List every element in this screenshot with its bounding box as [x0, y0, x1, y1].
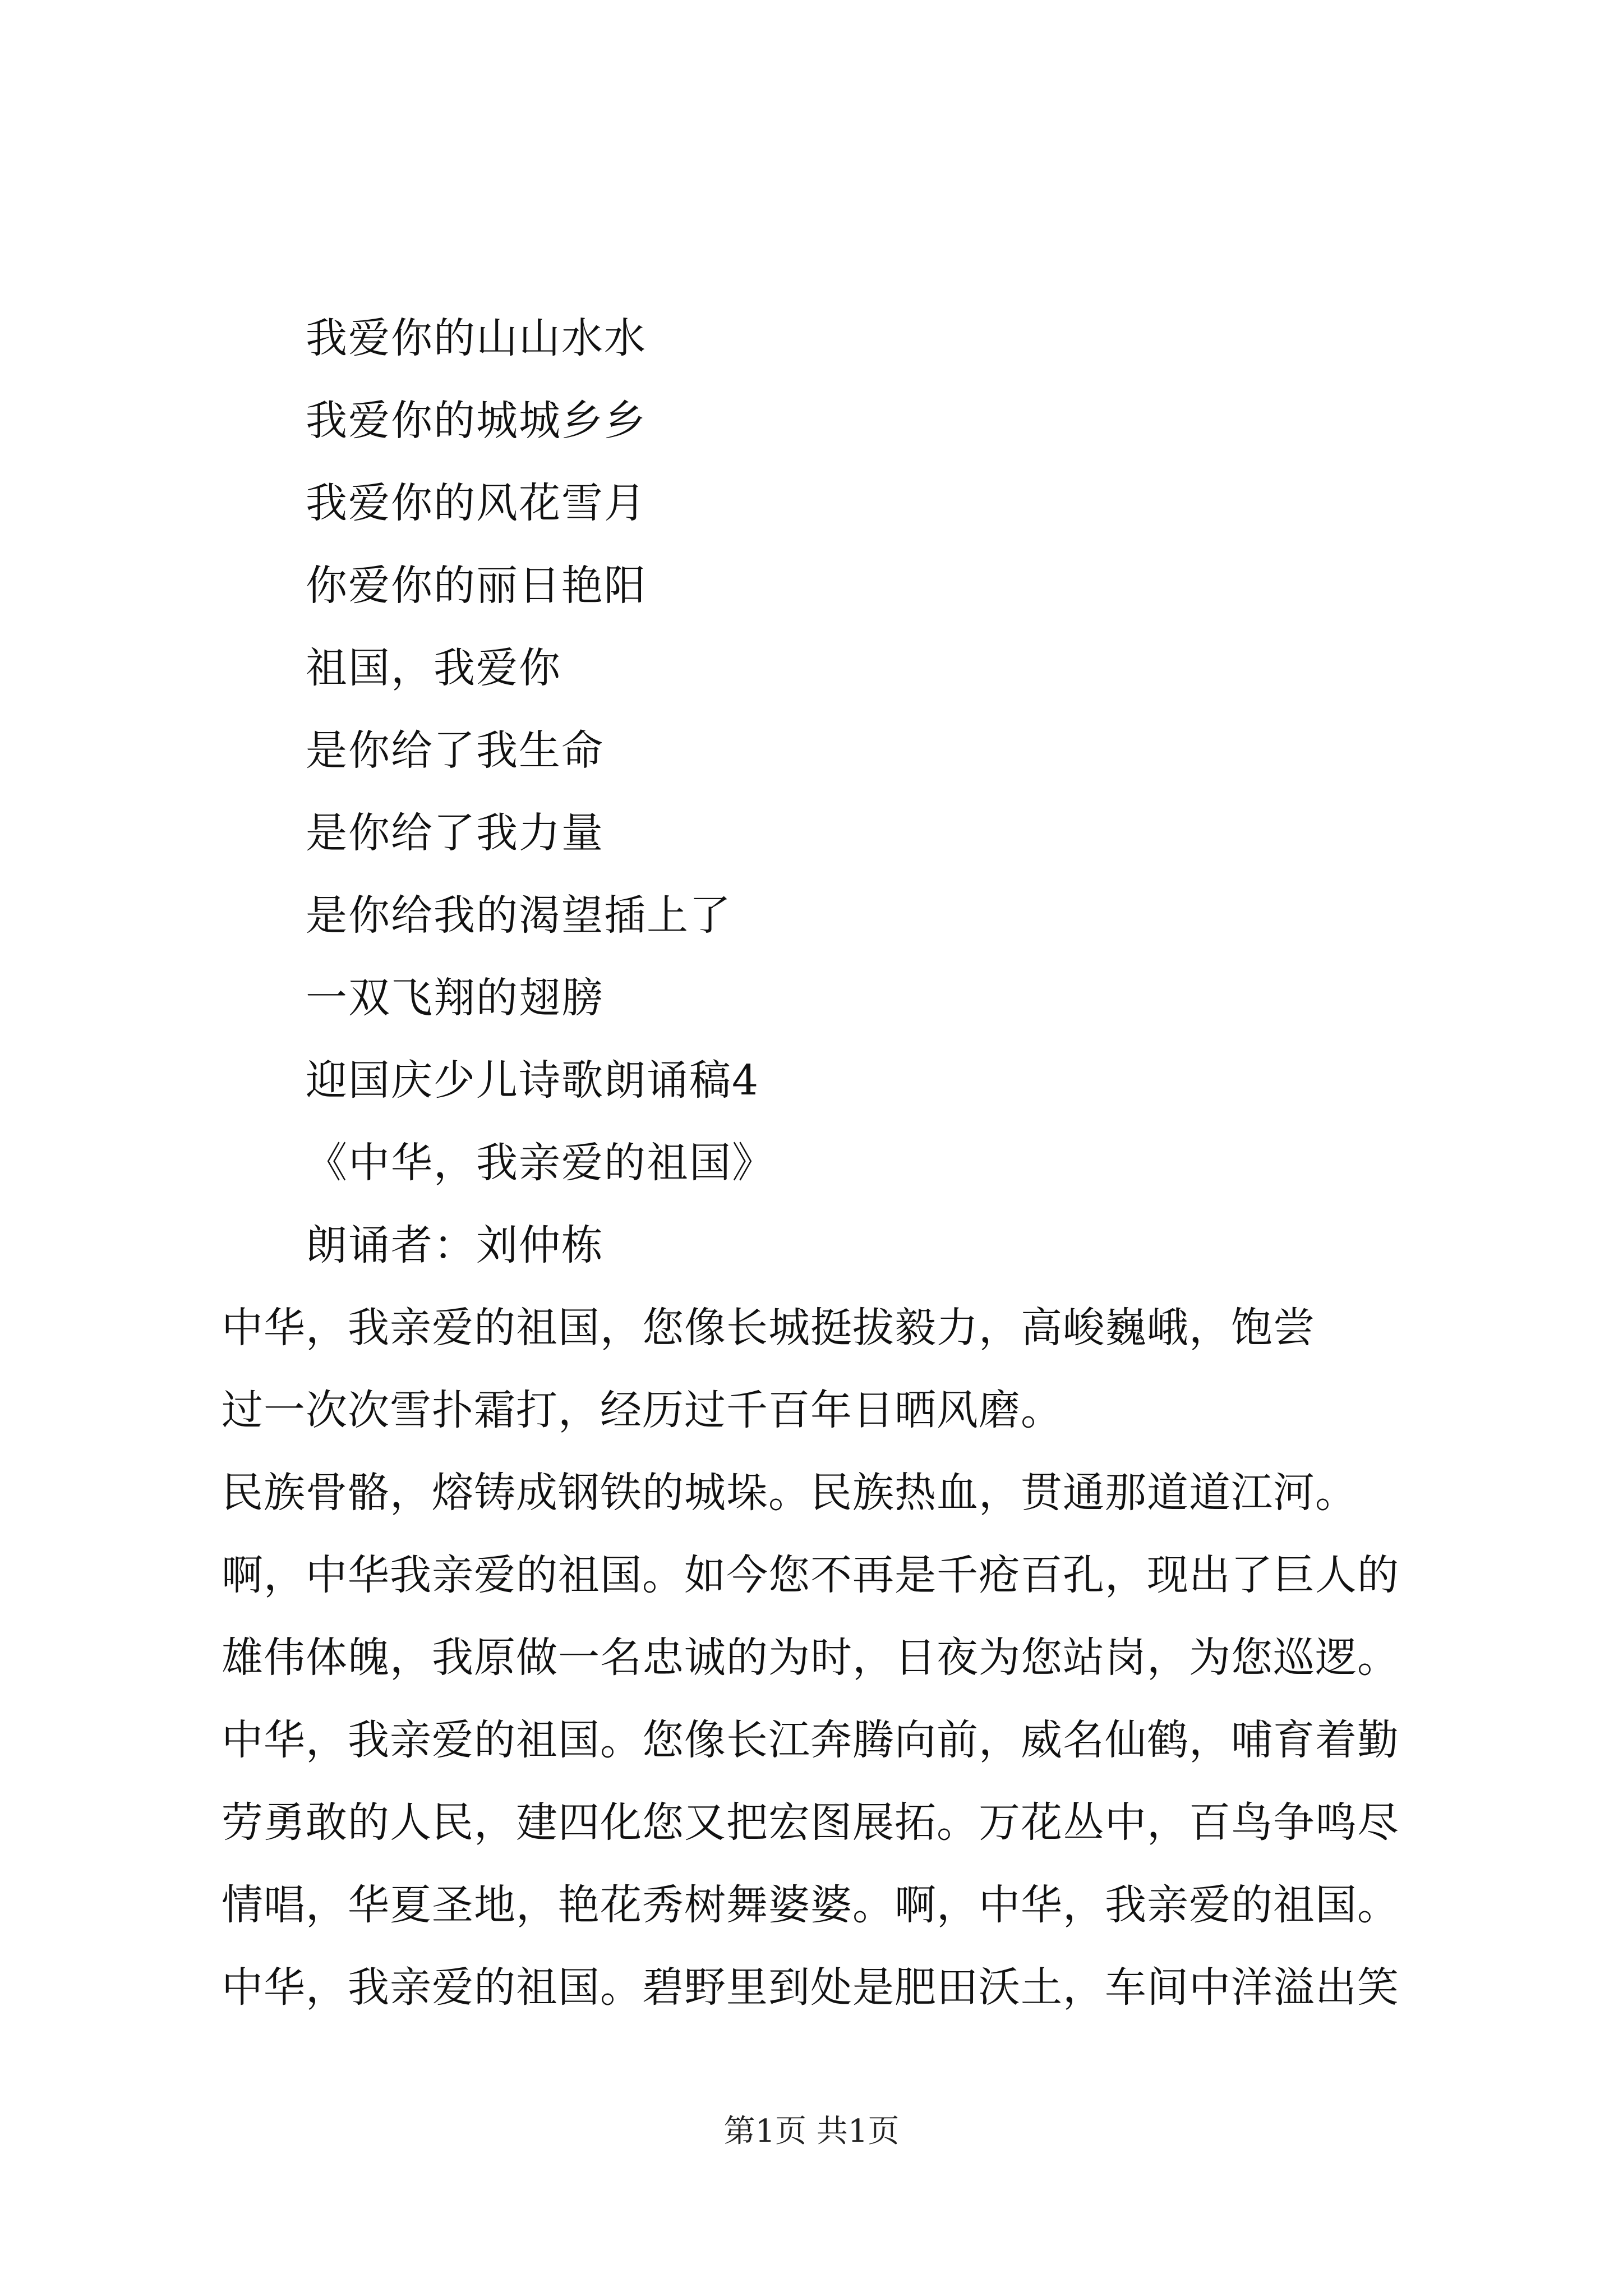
poem-title: 《中华，我亲爱的祖国》: [306, 1139, 774, 1187]
poem-line: 是你给我的渴望插上了: [306, 891, 732, 940]
page-footer: 第1页 共1页: [723, 2113, 900, 2150]
poem-line: 我爱你的城城乡乡: [306, 397, 647, 445]
paragraph-line: 情唱，华夏圣地，艳花秀树舞婆婆。啊，中华，我亲爱的祖国。: [222, 1881, 1399, 1929]
paragraph-line: 民族骨骼，熔铸成钢铁的城垛。民族热血，贯通那道道江河。: [222, 1469, 1357, 1517]
poem-line: 祖国，我爱你: [306, 644, 561, 692]
paragraph-line: 劳勇敢的人民，建四化您又把宏图展拓。万花丛中，百鸟争鸣尽: [222, 1798, 1399, 1847]
paragraph-line: 过一次次雪扑霜打，经历过千百年日晒风磨。: [222, 1386, 1063, 1434]
poem-line: 是你给了我生命: [306, 726, 604, 775]
poem-line: 一双飞翔的翅膀: [306, 974, 604, 1022]
poem-line: 是你给了我力量: [306, 809, 604, 857]
paragraph-2: [222, 1452, 1416, 2029]
reciter-line: 朗诵者：刘仲栋: [306, 1221, 604, 1269]
poem-line: 我爱你的山山水水: [306, 314, 647, 362]
paragraph-1: [222, 1287, 1416, 1452]
paragraph-line: 中华，我亲爱的祖国。碧野里到处是肥田沃土，车间中洋溢出笑: [222, 1963, 1399, 2012]
paragraph-line: 中华，我亲爱的祖国，您像长城挺拔毅力，高峻巍峨，饱尝: [222, 1304, 1315, 1352]
paragraph-line: 中华，我亲爱的祖国。您像长江奔腾向前，威名仙鹤，哺育着勤: [222, 1716, 1399, 1764]
body-text: [222, 297, 1416, 2029]
poem-line: 我爱你的风花雪月: [306, 479, 647, 527]
poem-line: 你爱你的丽日艳阳: [306, 562, 647, 610]
paragraph-line: 雄伟体魄，我原做一名忠诚的为时，日夜为您站岗，为您巡逻。: [222, 1634, 1399, 1682]
section-heading: 迎国庆少儿诗歌朗诵稿4: [306, 1056, 760, 1105]
paragraph-line: 啊，中华我亲爱的祖国。如今您不再是千疮百孔，现出了巨人的: [222, 1551, 1399, 1599]
